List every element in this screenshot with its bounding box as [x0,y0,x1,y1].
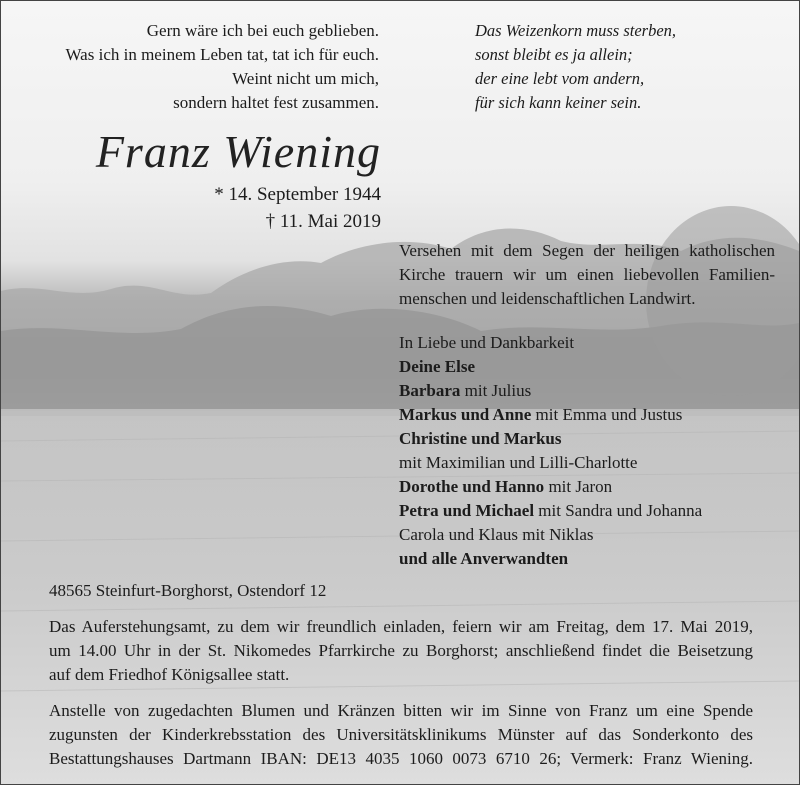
family-name: Deine Else [399,357,476,376]
family-rest: mit Sandra und Johanna [534,501,703,520]
donation-paragraph [49,699,753,771]
donation-line: Bestattungshauses Dartmann IBAN: DE13 4035 1060 0073 6710 26; Vermerk: Franz Wiening. [49,749,753,768]
poem-right-line: Das Weizenkorn muss sterben, [475,21,677,40]
deceased-name: Franz Wiening [95,126,381,177]
family-line: mit Maximilian und Lilli-Charlotte [399,453,638,472]
family-line [399,547,779,571]
poem-left-line: sondern haltet fest zusammen. [173,93,379,112]
family-line [399,379,779,403]
intro-text [399,239,775,311]
poem-left [21,19,379,115]
family-line [399,427,779,451]
family-name: Petra und Michael [399,501,535,520]
intro-line: Versehen mit dem Segen der heiligen katholischen [399,241,775,260]
life-dates [21,181,381,235]
family-name: und alle Anverwandten [399,549,569,568]
donation-line: Anstelle von zugedachten Blumen und Kränzen bitten wir im Sinne von Franz um eine Spende [49,701,753,720]
family-line [399,475,779,499]
family-name: Markus und Anne [399,405,532,424]
poem-left-line: Gern wäre ich bei euch geblieben. [146,21,379,40]
family-rest: mit Emma und Justus [531,405,683,424]
poem-right-line: sonst bleibt es ja allein; [475,45,633,64]
birth-date: * 14. September 1944 [214,184,381,205]
intro-line: Kirche trauern wir um einen liebevollen Familien- [399,265,775,284]
death-date: † 11. Mai 2019 [265,211,381,232]
service-paragraph [49,615,753,687]
poem-right-line: für sich kann keiner sein. [475,93,642,112]
family-name: Barbara [399,381,461,400]
poem-right-line: der eine lebt vom andern, [475,69,645,88]
donation-line: zugunsten der Kinderkrebsstation des Universitätsklinikums Münster auf das Sonderkonto des [49,725,753,744]
poem-left-line: Weint nicht um mich, [232,69,379,88]
family-rest: mit Jaron [544,477,613,496]
family-name: Dorothe und Hanno [399,477,545,496]
family-rest: mit Julius [460,381,532,400]
family-line [399,403,779,427]
family-line: Carola und Klaus mit Niklas [399,525,594,544]
service-line: auf dem Friedhof Königsallee statt. [49,665,290,684]
poem-right [475,19,785,115]
service-line: Das Auferstehungsamt, zu dem wir freundlich einladen, feiern wir am Freitag, dem 17. Mai 2019, [49,617,753,636]
family-name: Christine und Markus [399,429,562,448]
address: 48565 Steinfurt-Borghorst, Ostendorf 12 [49,581,327,600]
family-opening: In Liebe und Dankbarkeit [399,333,575,352]
poem-left-line: Was ich in meinem Leben tat, tat ich für euch. [65,45,379,64]
family-line [399,355,779,379]
family-line [399,499,779,523]
intro-line: menschen und leidenschaftlichen Landwirt. [399,289,696,308]
family-list [399,331,779,571]
service-line: um 14.00 Uhr in der St. Nikomedes Pfarrkirche zu Borghorst; anschließend findet die Beisetzung [49,641,753,660]
